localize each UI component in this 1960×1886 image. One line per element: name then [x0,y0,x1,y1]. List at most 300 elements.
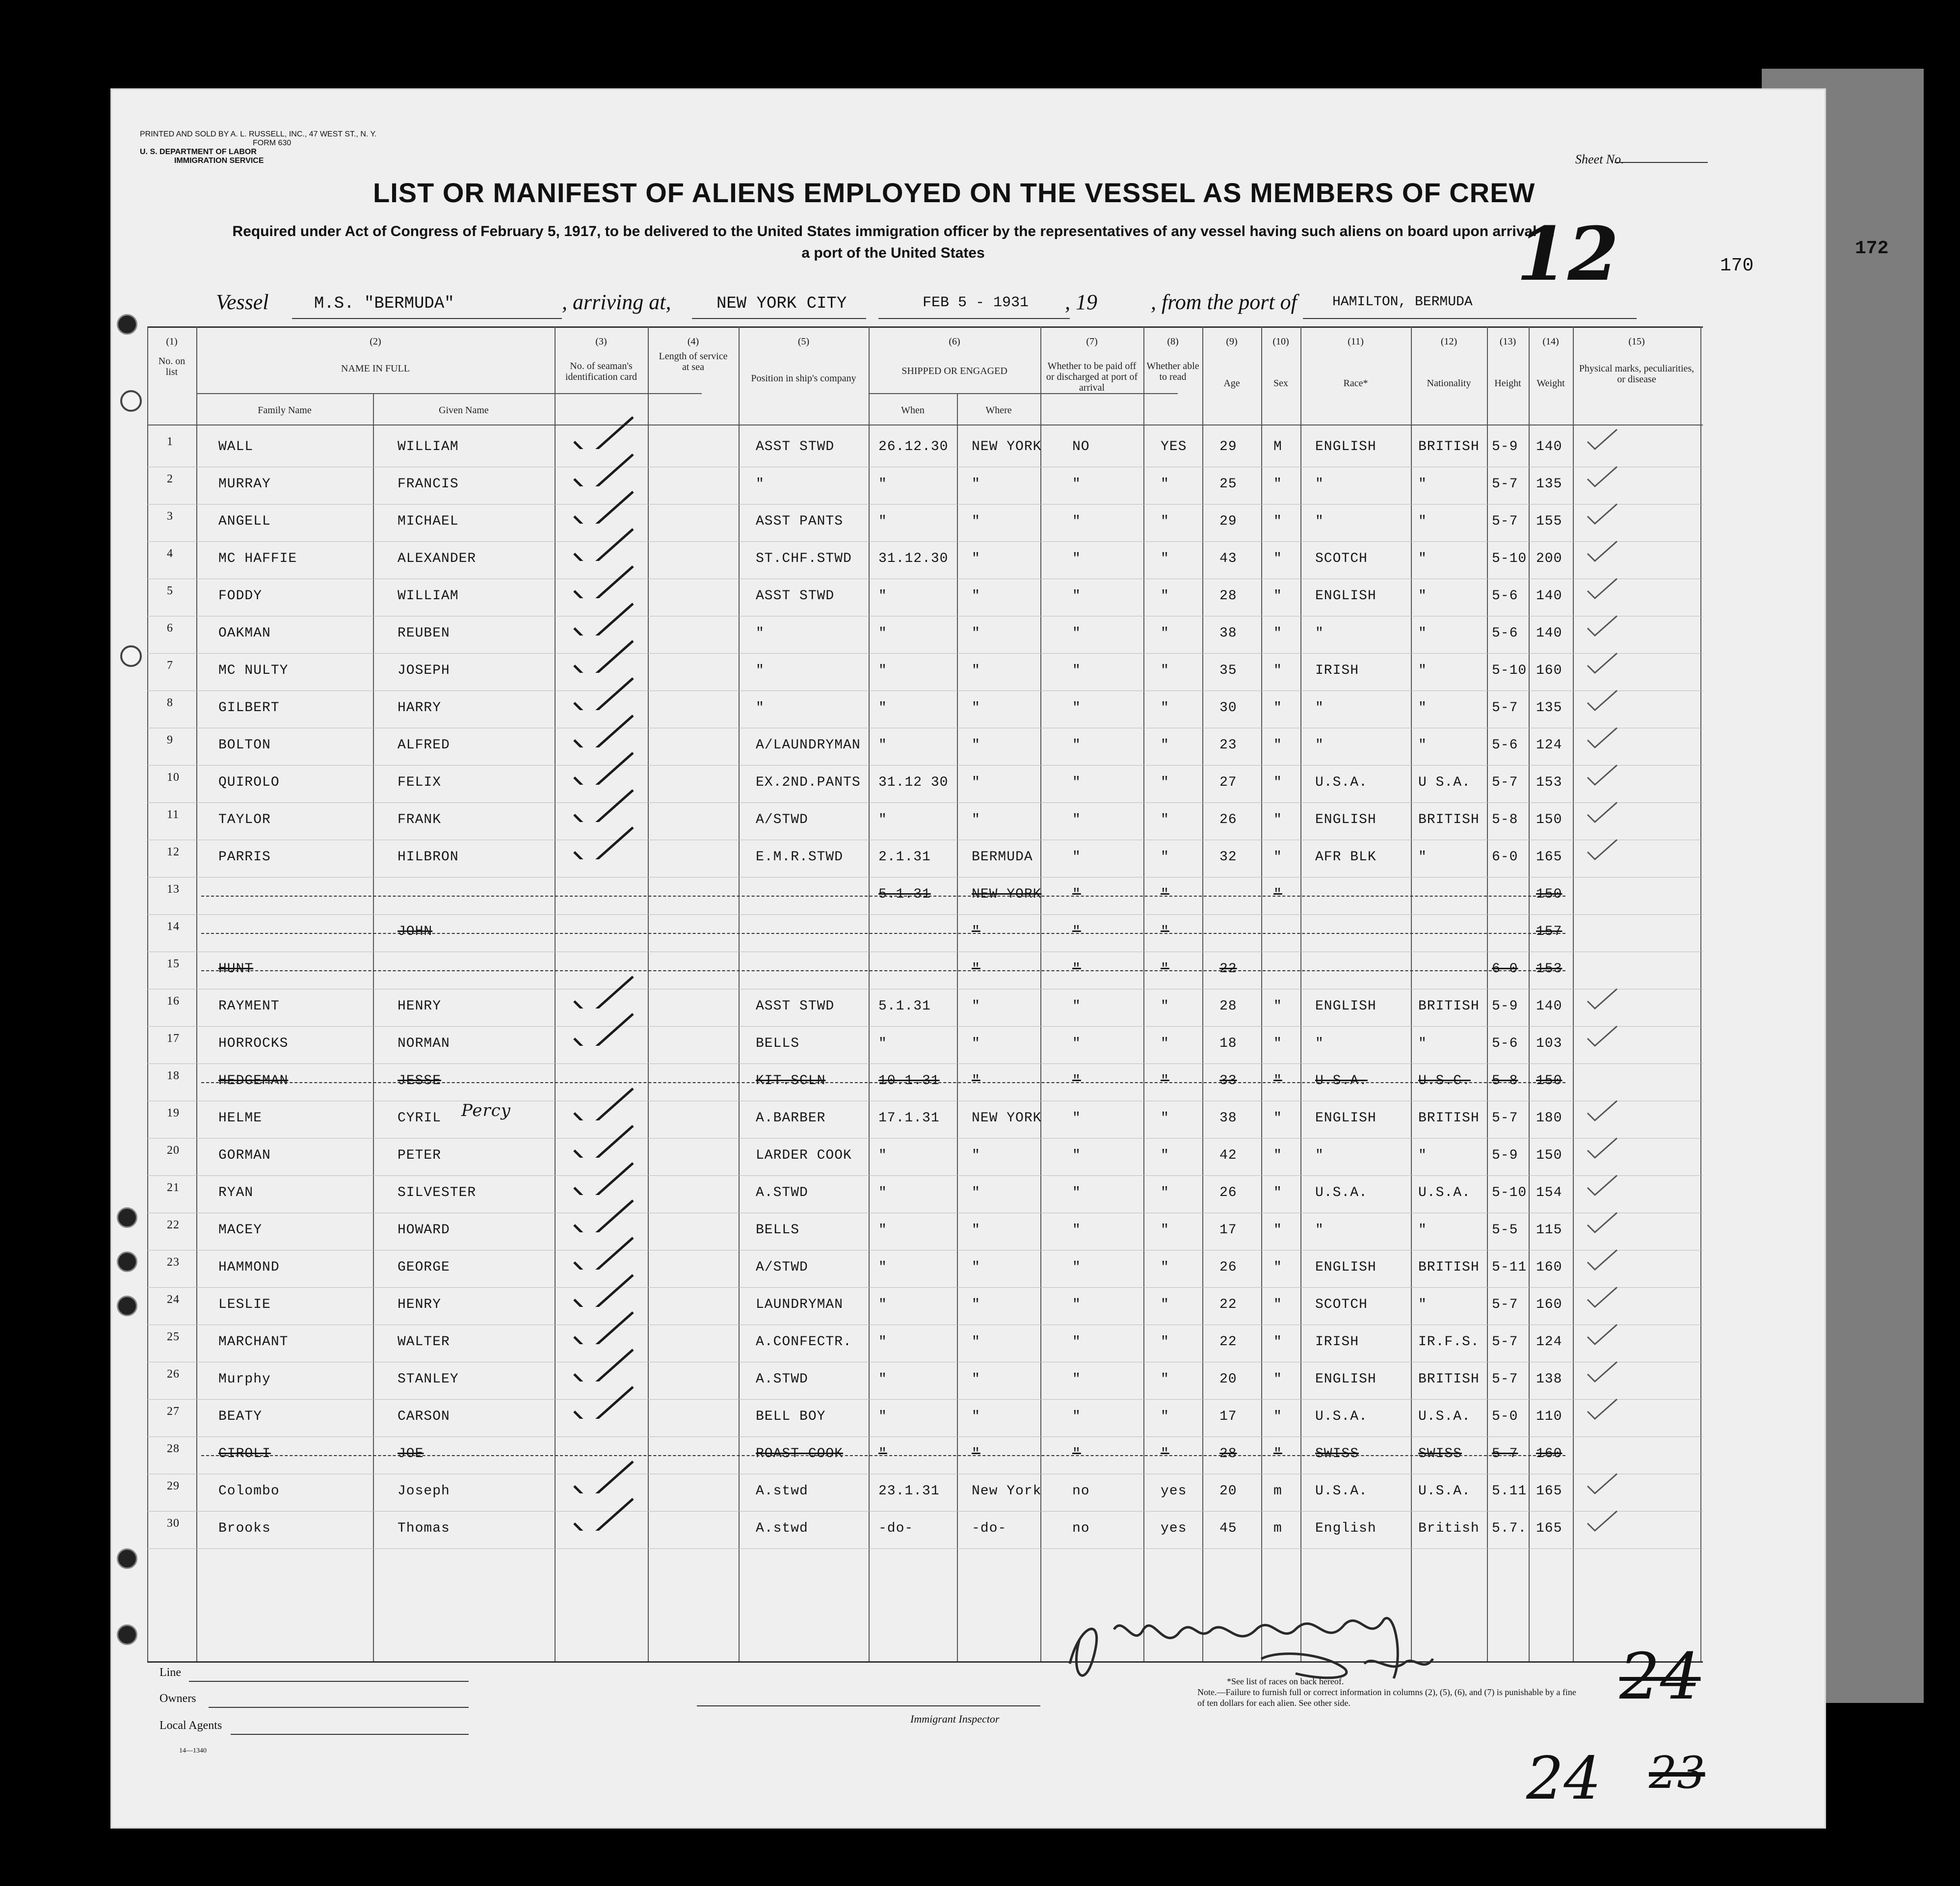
sheet-no-label: Sheet No. [1575,152,1624,166]
table-row [147,1138,1703,1176]
cell-no: 14 [167,920,180,933]
table-row [147,1101,1703,1139]
col-num: (6) [949,336,960,347]
cell-no: 21 [167,1181,180,1194]
cell-no: 10 [167,771,180,784]
cell-when: " [878,1372,887,1387]
cell-where: " [972,1372,980,1387]
cell-race: AFR BLK [1315,850,1377,865]
cell-when: 5.1.31 [878,999,931,1014]
cell-age: 26 [1219,1185,1237,1200]
col-num: (8) [1167,336,1179,347]
cell-race: U.S.A. [1315,775,1368,790]
cell-position: A.stwd [756,1521,808,1536]
cell-weight: 150 [1536,1148,1563,1163]
strike-through-line [201,970,1565,971]
table-row [147,802,1703,840]
cell-height: 6-0 [1492,850,1518,865]
cell-age: 26 [1219,812,1237,827]
col-num: (13) [1499,336,1516,347]
cell-race: SCOTCH [1315,551,1368,566]
col-label-shipped: SHIPPED OR ENGAGED [901,366,1007,376]
cell-sex: " [1273,887,1282,902]
cell-nat: U.S.A. [1418,1409,1471,1424]
cell-race: SWISS [1315,1446,1359,1461]
verify-tick-icon [1585,1024,1654,1058]
cell-paid: " [1072,775,1081,790]
cell-family: MACEY [218,1222,263,1238]
cell-height: 6-0 [1492,961,1518,977]
check-mark-icon [569,1273,638,1307]
col-label-read: Whether able to read [1146,361,1199,382]
cell-no: 29 [167,1480,180,1492]
col-label-nationality: Nationality [1427,378,1471,389]
cell-position: LAUNDRYMAN [756,1297,844,1312]
cell-position: LARDER COOK [756,1148,852,1163]
cell-read: " [1161,1297,1169,1312]
cell-position: A.BARBER [756,1111,826,1126]
table-row [147,914,1703,952]
cell-no: 3 [167,510,173,523]
table-row [147,541,1703,579]
cell-age: 29 [1219,439,1237,454]
cell-when: " [878,1260,887,1275]
cell-nat: IR.F.S. [1418,1334,1480,1350]
verify-tick-icon [1585,576,1654,611]
cell-weight: 115 [1536,1222,1563,1238]
cell-read: " [1161,1222,1169,1238]
cell-nat: " [1418,514,1427,529]
cell-no: 23 [167,1256,180,1269]
col-label-where: Where [985,405,1012,416]
check-mark-icon [569,1384,638,1419]
cell-family: HUNT [218,961,254,977]
cell-when: 2.1.31 [878,850,931,865]
cell-age: 38 [1219,1111,1237,1126]
cell-when: -do- [878,1521,914,1536]
cell-given: ALFRED [397,738,450,753]
cell-paid: " [1072,1297,1081,1312]
cell-given: REUBEN [397,626,450,641]
verify-tick-icon [1585,1210,1654,1245]
cell-where: " [972,775,980,790]
cell-paid: " [1072,961,1081,977]
cell-height: 5-7 [1492,1372,1518,1387]
cell-given: FRANCIS [397,477,459,492]
table-row [147,691,1703,728]
cell-given: JOE [397,1446,424,1461]
cell-height: 5-7 [1492,1297,1518,1312]
cell-given: MICHAEL [397,514,459,529]
cell-when: " [878,1409,887,1424]
cell-weight: 124 [1536,1334,1563,1350]
cell-paid: " [1072,812,1081,827]
table-row [147,1026,1703,1064]
cell-position: A.stwd [756,1484,808,1499]
cell-weight: 154 [1536,1185,1563,1200]
cell-given: STANLEY [397,1372,459,1387]
check-mark-icon [569,1086,638,1120]
cell-sex: " [1273,738,1282,753]
cell-given: WILLIAM [397,588,459,604]
cell-paid: " [1072,738,1081,753]
cell-sex: " [1273,775,1282,790]
cell-family: GORMAN [218,1148,271,1163]
cell-when: " [878,1185,887,1200]
cell-age: 26 [1219,1260,1237,1275]
cell-weight: 150 [1536,812,1563,827]
cell-when: " [878,663,887,678]
verify-tick-icon [1585,613,1654,648]
cell-no: 2 [167,473,173,485]
vessel-label: Vessel [216,290,269,314]
table-row [147,765,1703,803]
check-mark-icon [569,974,638,1009]
col-num: (14) [1542,336,1559,347]
cell-weight: 165 [1536,1484,1563,1499]
cell-when: " [878,588,887,604]
cell-read: " [1161,961,1169,977]
cell-where: " [972,812,980,827]
cell-no: 25 [167,1330,180,1343]
cell-nat: " [1418,588,1427,604]
cell-no: 20 [167,1144,180,1157]
cell-paid: " [1072,663,1081,678]
fine-note: Note.—Failure to furnish full or correct information in columns (2), (5), (6), and (7) is punishable by a fine of ten dollars for each alien. See other side. [1197,1687,1576,1708]
cell-sex: " [1273,1260,1282,1275]
footer-owners-underline [209,1707,469,1708]
cell-no: 7 [167,659,173,672]
cell-nat: " [1418,626,1427,641]
cell-sex: " [1273,1446,1282,1461]
cell-when: 17.1.31 [878,1111,940,1126]
table-row [147,616,1703,654]
cell-race: " [1315,738,1324,753]
col-label-position: Position in ship's company [751,373,856,384]
cell-paid: " [1072,1446,1081,1461]
cell-where: " [972,924,980,939]
footer-notes [1197,1676,1580,1708]
cell-no: 8 [167,696,173,709]
cell-when: " [878,1036,887,1051]
cell-given: CYRIL [397,1111,442,1126]
cell-sex: " [1273,1036,1282,1051]
verify-tick-icon [1585,1509,1654,1543]
verify-tick-icon [1585,1173,1654,1207]
cell-nat: " [1418,738,1427,753]
cell-sex: " [1273,477,1282,492]
cell-height: 5.11 [1492,1484,1527,1499]
cell-weight: 160 [1536,663,1563,678]
table-row [147,1399,1703,1437]
footer-line-label: Line [159,1666,181,1679]
cell-family: RAYMENT [218,999,280,1014]
col-num: (1) [166,336,178,347]
table-row [147,467,1703,505]
cell-family: BEATY [218,1409,263,1424]
vessel-underline [292,318,562,319]
check-mark-icon [569,489,638,524]
cell-nat: " [1418,1036,1427,1051]
form-number: FORM 630 [253,139,291,147]
verify-tick-icon [1585,1248,1654,1282]
cell-race: U.S.A. [1315,1409,1368,1424]
verify-tick-icon [1585,1359,1654,1394]
cell-read: " [1161,1148,1169,1163]
cell-paid: " [1072,1036,1081,1051]
cell-read: " [1161,1409,1169,1424]
cell-position: A.CONFECTR. [756,1334,852,1350]
cell-position: " [756,700,765,716]
printer-info [140,130,377,165]
cell-age: 20 [1219,1484,1237,1499]
cell-sex: " [1273,1148,1282,1163]
cell-race: ENGLISH [1315,999,1377,1014]
cell-paid: " [1072,514,1081,529]
table-row [147,1511,1703,1549]
cell-position: A/STWD [756,812,808,827]
cell-sex: " [1273,1409,1282,1424]
binder-hole [117,1296,137,1316]
footer-agents-label: Local Agents [159,1719,222,1732]
cell-no: 9 [167,734,173,746]
cell-read: " [1161,1036,1169,1051]
cell-nat: " [1418,1297,1427,1312]
stamp-172: 172 [1855,238,1889,259]
table-row [147,579,1703,616]
col-label-name: NAME IN FULL [341,363,410,374]
col-num: (7) [1086,336,1098,347]
cell-race: English [1315,1521,1377,1536]
cell-no: 11 [167,808,180,821]
cell-position: KIT.SCLN [756,1073,826,1089]
verify-tick-icon [1585,986,1654,1021]
cell-where: " [972,588,980,604]
cell-where: " [972,1036,980,1051]
cell-weight: 160 [1536,1297,1563,1312]
cell-no: 6 [167,622,173,635]
cell-where: " [972,1222,980,1238]
cell-position: ASST STWD [756,999,835,1014]
cell-nat: U.S.A. [1418,1185,1471,1200]
arriving-label: , arriving at, [562,290,671,314]
inspector-signature-line [697,1705,1040,1706]
cell-height: 5-6 [1492,626,1518,641]
check-mark-icon [569,601,638,636]
cell-family: MARCHANT [218,1334,289,1350]
cell-race: " [1315,1036,1324,1051]
cell-position: A/STWD [756,1260,808,1275]
handwritten-corner-number: 24 [1619,1639,1701,1714]
cell-race: IRISH [1315,1334,1359,1350]
check-mark-icon [569,527,638,561]
cell-sex: " [1273,551,1282,566]
cell-height: 5-9 [1492,1148,1518,1163]
cell-no: 30 [167,1517,180,1530]
cell-position: " [756,477,765,492]
cell-nat: " [1418,1222,1427,1238]
cell-read: " [1161,887,1169,902]
cell-nat: BRITISH [1418,439,1480,454]
cell-weight: 138 [1536,1372,1563,1387]
cell-position: A.STWD [756,1185,808,1200]
cell-sex: M [1273,439,1282,454]
cell-where: " [972,514,980,529]
col-num: (2) [370,336,381,347]
cell-weight: 150 [1536,887,1563,902]
cell-weight: 160 [1536,1260,1563,1275]
cell-read: YES [1161,439,1187,454]
cell-family: HEDGEMAN [218,1073,289,1089]
cell-read: yes [1161,1484,1187,1499]
cell-position: BELLS [756,1036,800,1051]
cell-sex: " [1273,850,1282,865]
cell-age: 23 [1219,738,1237,753]
cell-sex: " [1273,588,1282,604]
strike-through-line [201,933,1565,934]
cell-age: 30 [1219,700,1237,716]
cell-where: New York [972,1484,1042,1499]
cell-family: GILBERT [218,700,280,716]
cell-race: SCOTCH [1315,1297,1368,1312]
check-mark-icon [569,713,638,747]
col-label-service: Length of service at sea [659,351,728,372]
cell-read: " [1161,999,1169,1014]
col-label-given: Given Name [439,405,489,416]
from-port-underline [1303,318,1637,319]
binder-hole [117,1207,137,1228]
verify-tick-icon [1585,651,1654,685]
cell-race: U.S.A. [1315,1185,1368,1200]
cell-paid: " [1072,1111,1081,1126]
cell-nat: BRITISH [1418,1111,1480,1126]
binder-hole [117,1548,137,1569]
cell-position: " [756,663,765,678]
cell-weight: 160 [1536,1446,1563,1461]
cell-nat: " [1418,551,1427,566]
check-mark-icon [569,1123,638,1158]
verify-tick-icon [1585,1136,1654,1170]
table-row [147,653,1703,691]
races-note: *See list of races on back hereof. [1227,1676,1344,1686]
cell-sex: " [1273,1185,1282,1200]
cell-paid: " [1072,1073,1081,1089]
cell-family: HAMMOND [218,1260,280,1275]
table-row [147,1063,1703,1101]
cell-position: A.STWD [756,1372,808,1387]
col-label-idcard: No. of seaman's identification card [565,361,637,382]
cell-read: " [1161,1111,1169,1126]
cell-no: 1 [167,435,173,448]
shipped-subheader-rule [869,393,1178,394]
sheet-no-line [1615,162,1708,163]
check-mark-icon [569,1235,638,1270]
footer-line-underline [189,1681,469,1682]
cell-when: " [878,514,887,529]
cell-age: 32 [1219,850,1237,865]
check-mark-icon [569,1198,638,1232]
check-mark-icon [569,1347,638,1381]
cell-read: " [1161,514,1169,529]
cell-age: 17 [1219,1222,1237,1238]
cell-given: HENRY [397,999,442,1014]
cell-read: " [1161,1372,1169,1387]
cell-read: " [1161,1260,1169,1275]
cell-given: GEORGE [397,1260,450,1275]
strike-through-line [201,1082,1565,1083]
cell-weight: 140 [1536,999,1563,1014]
cell-sex: " [1273,1297,1282,1312]
handwritten-sheet-number: 12 [1516,211,1619,297]
cell-read: " [1161,1073,1169,1089]
cell-paid: " [1072,1222,1081,1238]
cell-race: " [1315,514,1324,529]
cell-where: " [972,626,980,641]
cell-where: " [972,1334,980,1350]
cell-when: " [878,477,887,492]
cell-paid: " [1072,1372,1081,1387]
cell-no: 27 [167,1405,180,1418]
binder-hole [117,314,137,335]
cell-given: WALTER [397,1334,450,1350]
cell-family: CIROLI [218,1446,271,1461]
cell-when: 26.12.30 [878,439,949,454]
cell-where: " [972,663,980,678]
cell-nat: " [1418,477,1427,492]
cell-family: PARRIS [218,850,271,865]
cell-race: ENGLISH [1315,812,1377,827]
verify-tick-icon [1585,1471,1654,1506]
cell-where: -do- [972,1521,1007,1536]
cell-family: ANGELL [218,514,271,529]
cell-height: 5-7 [1492,1446,1518,1461]
cell-weight: 157 [1536,924,1563,939]
cell-sex: " [1273,1372,1282,1387]
arriving-port: NEW YORK CITY [716,294,847,313]
cell-age: 28 [1219,588,1237,604]
table-row [147,1325,1703,1362]
cell-paid: " [1072,1148,1081,1163]
cell-paid: " [1072,924,1081,939]
table-row [147,1175,1703,1213]
inspector-signature [1050,1595,1492,1688]
check-mark-icon [569,1011,638,1046]
cell-when: " [878,626,887,641]
footer-agents-underline [231,1734,469,1735]
cell-where: " [972,1073,980,1089]
cell-nat: BRITISH [1418,1260,1480,1275]
cell-no: 13 [167,883,180,896]
cell-read: " [1161,1185,1169,1200]
footer-form-code: 14—1340 [179,1747,207,1754]
cell-race: IRISH [1315,663,1359,678]
cell-weight: 165 [1536,1521,1563,1536]
cell-height: 5.7. [1492,1521,1527,1536]
cell-nat: " [1418,850,1427,865]
from-port-label: , from the port of [1151,290,1297,314]
cell-when: 31.12.30 [878,551,949,566]
col-num: (5) [797,336,810,347]
check-mark-icon [569,564,638,598]
cell-sex: " [1273,626,1282,641]
cell-sex: m [1273,1521,1282,1536]
cell-nat: BRITISH [1418,999,1480,1014]
cell-where: NEW YORK [972,1111,1042,1126]
cell-paid: NO [1072,439,1090,454]
cell-where: NEW YORK [972,887,1042,902]
verify-tick-icon [1585,502,1654,536]
year-label: , 19 [1065,290,1097,314]
